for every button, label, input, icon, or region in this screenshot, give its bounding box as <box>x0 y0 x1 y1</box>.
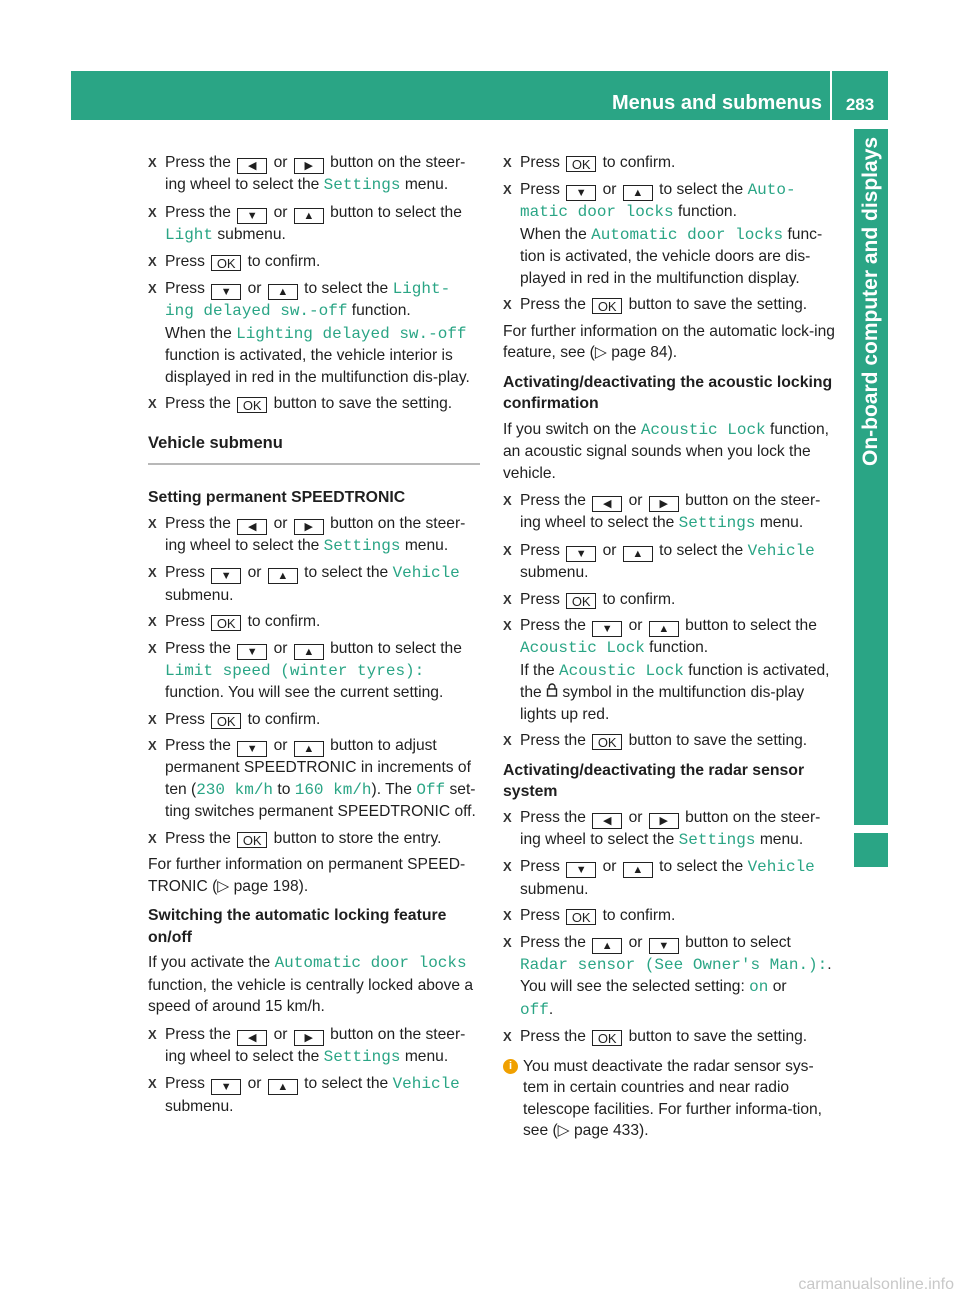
step: X Press the ▼ or ▲ button to select the Light submenu. <box>148 202 480 247</box>
ok-icon: OK <box>211 713 241 729</box>
term-vehicle: Vehicle <box>392 1075 460 1093</box>
step: X Press the ▼ or ▲ button to adjust permanent SPEEDTRONIC in increments of ten (230 km/h to 160 km/h). The Off set-ting switches permanent SPEEDTRONIC off. <box>148 735 480 823</box>
down-arrow-icon: ▼ <box>237 644 267 660</box>
down-arrow-icon: ▼ <box>592 621 622 637</box>
paragraph: For further information on the automatic lock-ing feature, see (▷ page 84). <box>503 322 835 361</box>
right-arrow-icon: ▶ <box>649 813 679 829</box>
step: X Press ▼ or ▲ to select the Vehicle submenu. <box>503 856 835 900</box>
step: X Press the OK button to save the setting. <box>503 294 835 316</box>
ok-icon: OK <box>592 734 622 750</box>
down-arrow-icon: ▼ <box>237 741 267 757</box>
ok-icon: OK <box>566 593 596 609</box>
term-lighting-delayed: Lighting delayed sw.-off <box>236 324 467 343</box>
right-arrow-icon: ▶ <box>294 1030 324 1046</box>
term-settings: Settings <box>323 1047 401 1066</box>
page-number: 283 <box>845 95 875 114</box>
term-acoustic-lock: Acoustic Lock <box>640 420 766 439</box>
left-arrow-icon: ◀ <box>237 1030 267 1046</box>
step: X Press ▼ or ▲ to select the Auto‐ matic door locks function. When the Automatic door locks func-tion is activated, the vehicle doors are dis-played in red in the multifunction display. <box>503 179 835 290</box>
up-arrow-icon: ▲ <box>294 741 324 757</box>
side-tab-label: On-board computer and displays <box>859 137 882 467</box>
step: X Press ▼ or ▲ to select the Vehicle submenu. <box>503 540 835 584</box>
term-limit-speed: Limit speed (winter tyres): <box>165 661 425 680</box>
term-speed-230: 230 km/h <box>196 780 274 799</box>
subsection-title: Activating/deactivating the radar sensor system <box>503 761 805 800</box>
section-divider <box>148 463 480 465</box>
term-speed-160: 160 km/h <box>294 780 372 799</box>
up-arrow-icon: ▲ <box>294 208 324 224</box>
left-arrow-icon: ◀ <box>592 813 622 829</box>
step: X Press the ▲ or ▼ button to select Radar sensor (See Owner's Man.):. You will see the selected setting: on or off. <box>503 932 835 1022</box>
down-arrow-icon: ▼ <box>566 185 596 201</box>
term-settings: Settings <box>323 176 401 194</box>
step: X Press the OK button to save the setting. <box>503 730 835 752</box>
ok-icon: OK <box>592 1030 622 1046</box>
term-lighting-delayed: ing delayed sw.-off <box>165 302 348 320</box>
step: X Press ▼ or ▲ to select the Vehicle submenu. <box>148 1073 480 1117</box>
step: X Press OK to confirm. <box>148 251 480 273</box>
term-automatic-door-locks: Automatic door locks <box>274 954 467 972</box>
lock-icon <box>546 682 558 704</box>
up-arrow-icon: ▲ <box>268 1079 298 1095</box>
step: X Press the ◀ or ▶ button on the steer-ing wheel to select the Settings menu. <box>503 490 835 535</box>
term-automatic-door-locks: Automatic door locks <box>591 225 784 244</box>
subsection-title: Activating/deactivating the acoustic locking confirmation <box>503 373 833 412</box>
term-vehicle: Vehicle <box>747 541 815 560</box>
ok-icon: OK <box>237 832 267 848</box>
down-arrow-icon: ▼ <box>211 568 241 584</box>
up-arrow-icon: ▲ <box>649 621 679 637</box>
term-acoustic-lock: Acoustic Lock <box>520 639 645 657</box>
up-arrow-icon: ▲ <box>623 546 653 562</box>
down-arrow-icon: ▼ <box>211 1079 241 1095</box>
step: X Press ▼ or ▲ to select the Vehicle submenu. <box>148 562 480 606</box>
step: X Press OK to confirm. <box>148 709 480 731</box>
down-arrow-icon: ▼ <box>237 208 267 224</box>
term-automatic-door-locks: matic door locks <box>520 203 674 221</box>
step: X Press the ◀ or ▶ button on the steer-ing wheel to select the Settings menu. <box>148 152 480 197</box>
section-title: Vehicle submenu <box>148 433 283 452</box>
down-arrow-icon: ▼ <box>211 284 241 300</box>
ok-icon: OK <box>566 156 596 172</box>
term-settings: Settings <box>678 514 756 532</box>
left-arrow-icon: ◀ <box>592 496 622 512</box>
up-arrow-icon: ▲ <box>623 185 653 201</box>
paragraph: If you switch on the Acoustic Lock function, an acoustic signal sounds when you lock the vehicle. <box>503 420 829 482</box>
term-light: Light <box>165 225 214 244</box>
down-arrow-icon: ▼ <box>649 938 679 954</box>
ok-icon: OK <box>566 909 596 925</box>
ok-icon: OK <box>592 298 622 314</box>
ok-icon: OK <box>211 615 241 631</box>
ok-icon: OK <box>211 255 241 271</box>
down-arrow-icon: ▼ <box>566 862 596 878</box>
ok-icon: OK <box>237 397 267 413</box>
subsection-title: Switching the automatic locking feature on/off <box>148 907 447 946</box>
side-tab-square <box>854 833 888 867</box>
step: X Press the ◀ or ▶ button on the steer-ing wheel to select the Settings menu. <box>148 513 480 558</box>
info-icon: i <box>503 1059 518 1074</box>
right-column <box>503 152 835 1142</box>
subsection-title: Setting permanent SPEEDTRONIC <box>148 489 406 506</box>
left-arrow-icon: ◀ <box>237 158 267 174</box>
term-settings: Settings <box>678 830 756 849</box>
header-divider <box>830 71 832 120</box>
step: X Press the ▼ or ▲ button to select the Limit speed (winter tyres): function. You will see the current setting. <box>148 638 480 704</box>
step: X Press OK to confirm. <box>503 152 835 174</box>
up-arrow-icon: ▲ <box>268 568 298 584</box>
term-on: on <box>749 978 769 996</box>
left-arrow-icon: ◀ <box>237 519 267 535</box>
right-arrow-icon: ▶ <box>649 496 679 512</box>
paragraph: If you activate the Automatic door locks function, the vehicle is centrally locked above a speed of around 15 km/h. <box>148 954 474 1015</box>
term-automatic-door-locks: Auto‐ <box>747 180 796 199</box>
term-off: off <box>520 1000 549 1019</box>
step: X Press OK to confirm. <box>148 611 480 633</box>
left-column <box>148 152 480 1122</box>
step: X Press ▼ or ▲ to select the Light‐ ing delayed sw.-off function. When the Lighting delayed sw.-off function is activated, the vehicle interior is displayed in red in the multifunction dis-play. <box>148 278 480 389</box>
step: X Press the OK button to store the entry. <box>148 828 480 850</box>
paragraph: For further information on permanent SPEED-TRONIC (▷ page 198). <box>148 856 466 895</box>
step: X Press the ◀ or ▶ button on the steer-ing wheel to select the Settings menu. <box>148 1024 480 1069</box>
right-arrow-icon: ▶ <box>294 158 324 174</box>
up-arrow-icon: ▲ <box>294 644 324 660</box>
up-arrow-icon: ▲ <box>623 862 653 878</box>
term-radar-sensor: Radar sensor (See Owner's Man.): <box>520 955 828 974</box>
up-arrow-icon: ▲ <box>592 938 622 954</box>
term-off: Off <box>416 780 446 799</box>
right-arrow-icon: ▶ <box>294 519 324 535</box>
page-title: Menus and submenus <box>611 92 822 114</box>
term-lighting-delayed: Light‐ <box>392 279 451 298</box>
term-settings: Settings <box>323 536 401 555</box>
step: X Press the ▼ or ▲ button to select the Acoustic Lock function. If the Acoustic Lock function is activated, the symbol in the multifunction dis-play lights up red. <box>503 615 835 725</box>
step: X Press OK to confirm. <box>503 905 835 927</box>
term-vehicle: Vehicle <box>392 564 460 582</box>
step: X Press the ◀ or ▶ button on the steer-ing wheel to select the Settings menu. <box>503 807 835 852</box>
term-acoustic-lock: Acoustic Lock <box>559 661 684 680</box>
up-arrow-icon: ▲ <box>268 284 298 300</box>
watermark: carmanualsonline.info <box>798 1276 954 1293</box>
info-note: i You must deactivate the radar sensor sys-tem in certain countries and near radio telescope facilities. For further informa-tion, see (▷ page 433). <box>503 1056 835 1142</box>
step: X Press the OK button to save the setting. <box>148 393 480 415</box>
down-arrow-icon: ▼ <box>566 546 596 562</box>
step: X Press the OK button to save the setting. <box>503 1026 835 1048</box>
step: X Press OK to confirm. <box>503 589 835 611</box>
term-vehicle: Vehicle <box>747 858 815 876</box>
